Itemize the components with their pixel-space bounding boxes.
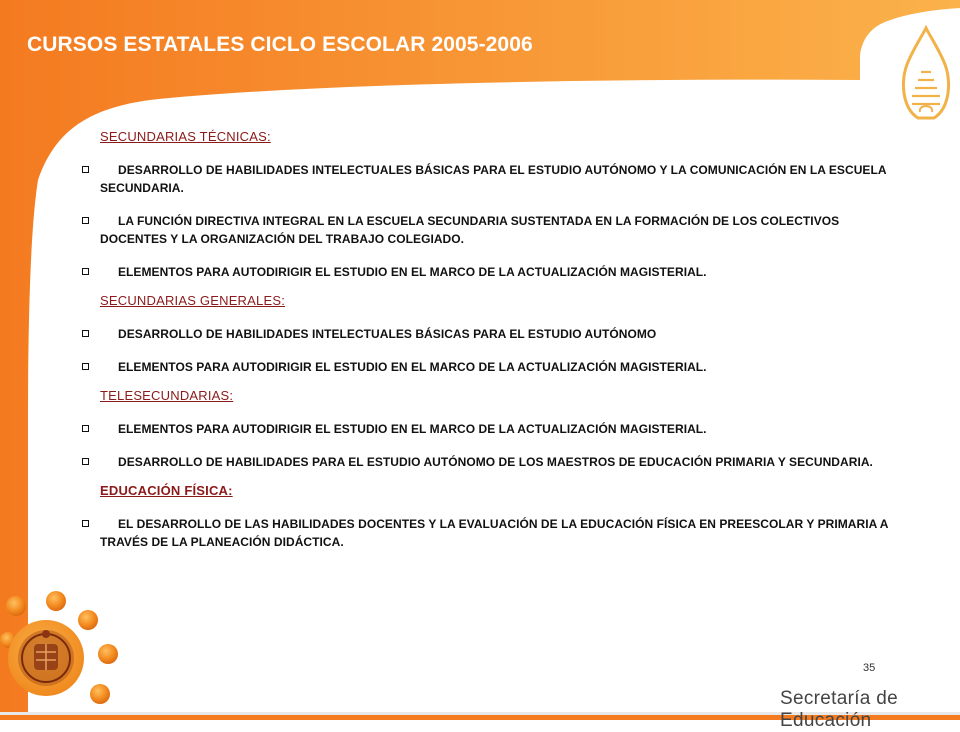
course-item <box>100 358 890 376</box>
section-educacion-fisica <box>100 482 890 551</box>
course-item <box>100 161 890 197</box>
brand-text: Secretaría de Educación <box>780 688 898 731</box>
course-text: DESARROLLO DE HABILIDADES PARA EL ESTUDIO AUTÓNOMO DE LOS MAESTROS DE EDUCACIÓN PRIMARIA Y SECUNDARIA. <box>118 455 873 469</box>
course-item <box>100 212 890 248</box>
course-text: ELEMENTOS PARA AUTODIRIGIR EL ESTUDIO EN EL MARCO DE LA ACTUALIZACIÓN MAGISTERIAL. <box>118 265 707 279</box>
course-item <box>100 325 890 343</box>
course-item <box>100 263 890 281</box>
course-text: EL DESARROLLO DE LAS HABILIDADES DOCENTES Y LA EVALUACIÓN DE LA EDUCACIÓN FÍSICA EN PREESCOLAR Y PRIMARIA A TRAVÉS DE LA PLANEACIÓN DIDÁCTICA. <box>100 517 889 549</box>
page-number: 35 <box>863 662 876 674</box>
state-seal <box>18 630 74 686</box>
checkbox-bullet-icon <box>82 166 89 173</box>
course-text: DESARROLLO DE HABILIDADES INTELECTUALES BÁSICAS PARA EL ESTUDIO AUTÓNOMO <box>118 327 657 341</box>
checkbox-bullet-icon <box>82 458 89 465</box>
course-item <box>100 515 890 551</box>
course-text: ELEMENTOS PARA AUTODIRIGIR EL ESTUDIO EN EL MARCO DE LA ACTUALIZACIÓN MAGISTERIAL. <box>118 360 707 374</box>
course-text: LA FUNCIÓN DIRECTIVA INTEGRAL EN LA ESCUELA SECUNDARIA SUSTENTADA EN LA FORMACIÓN DE LOS COLECTIVOS DOCENTES Y LA ORGANIZACIÓN DEL TRABAJO COLEGIADO. <box>100 214 840 246</box>
checkbox-bullet-icon <box>82 425 89 432</box>
section-secundarias-tecnicas <box>100 128 890 281</box>
checkbox-bullet-icon <box>82 363 89 370</box>
course-text: ELEMENTOS PARA AUTODIRIGIR EL ESTUDIO EN EL MARCO DE LA ACTUALIZACIÓN MAGISTERIAL. <box>118 422 707 436</box>
checkbox-bullet-icon <box>82 217 89 224</box>
checkbox-bullet-icon <box>82 268 89 275</box>
section-telesecundarias <box>100 387 890 471</box>
checkbox-bullet-icon <box>82 330 89 337</box>
section-heading: SECUNDARIAS GENERALES: <box>100 293 286 308</box>
section-heading: TELESECUNDARIAS: <box>100 388 234 403</box>
section-heading: EDUCACIÓN FÍSICA: <box>100 483 233 498</box>
course-item <box>100 453 890 471</box>
section-heading: SECUNDARIAS TÉCNICAS: <box>100 129 271 144</box>
course-item <box>100 420 890 438</box>
section-secundarias-generales <box>100 292 890 376</box>
course-list <box>100 128 890 551</box>
course-text: DESARROLLO DE HABILIDADES INTELECTUALES BÁSICAS PARA EL ESTUDIO AUTÓNOMO Y LA COMUNICACIÓN EN LA ESCUELA SECUNDARIA. <box>100 163 887 195</box>
checkbox-bullet-icon <box>82 520 89 527</box>
top-right-logo <box>903 28 948 118</box>
slide-title: CURSOS ESTATALES CICLO ESCOLAR 2005-2006 <box>27 33 533 56</box>
